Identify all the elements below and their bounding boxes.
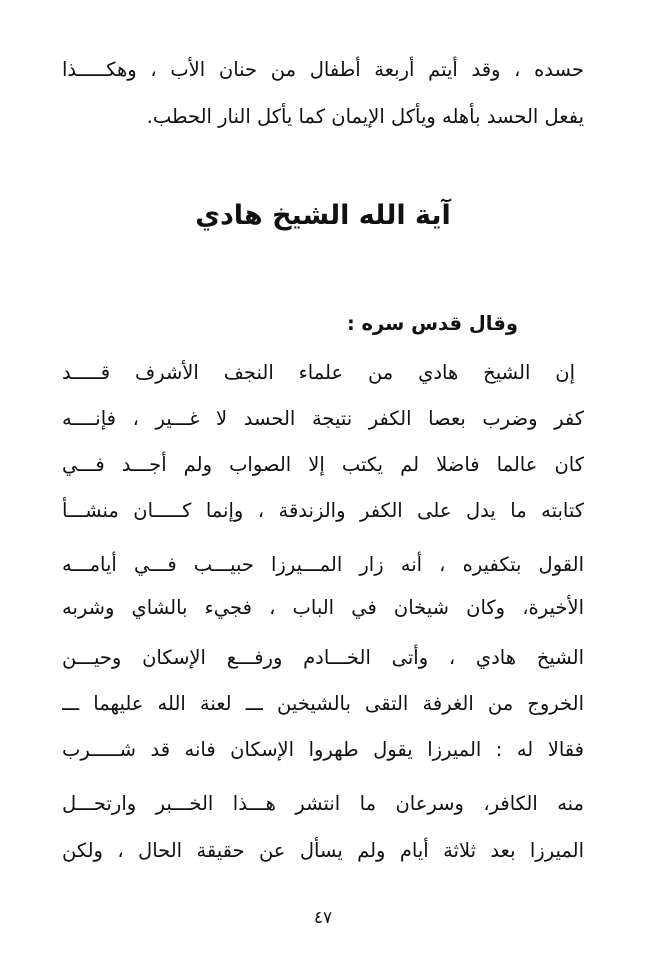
body-line-10: منه الكافر، وسرعان ما انتشر هـــذا الخـــبر وارتحـــل [62, 792, 584, 815]
body-line-2: كفر وضرب بعصا الكفر نتيجة الحسد لا غـــير ، فإنــــه [62, 407, 584, 430]
section-subheading: وقال قدس سره : [346, 312, 518, 335]
body-line-11: الميرزا بعد ثلاثة أيام ولم يسأل عن حقيقة الحال ، ولكن [62, 839, 584, 862]
intro-line-1: حسده ، وقد أيتم أربعة أطفال من حنان الأب ، وهكـــــذا [62, 58, 584, 81]
body-line-4: كتابته ما يدل على الكفر والزندقة ، وإنما كـــــان منشـــأ [62, 499, 584, 522]
page-number: ٤٧ [313, 908, 333, 928]
section-title: آية الله الشيخ هادي [195, 200, 451, 231]
body-line-8: الخروج من الغرفة التقى بالشيخين ـــ لعنة الله عليهما ـــ [62, 692, 584, 715]
intro-line-2: يفعل الحسد بأهله ويأكل الإيمان كما يأكل النار الحطب. [146, 105, 584, 128]
body-line-9: فقالا له : الميرزا يقول طهروا الإسكان فانه قد شـــــرب [62, 738, 584, 761]
body-line-1: إن الشيخ هادي من علماء النجف الأشرف قـــــد [62, 361, 575, 384]
body-line-5: القول بتكفيره ، أنه زار المـــيرزا حبيـــب فـــي أيامـــه [62, 553, 584, 576]
body-line-7: الشيخ هادي ، وأتى الخـــادم ورفـــع الإسكان وحيـــن [62, 646, 584, 669]
body-line-3: كان عالما فاضلا لم يكتب إلا الصواب ولم أجـــد فـــي [62, 453, 584, 476]
body-line-6: الأخيرة، وكان شيخان في الباب ، فجيء بالشاي وشربه [62, 596, 584, 619]
